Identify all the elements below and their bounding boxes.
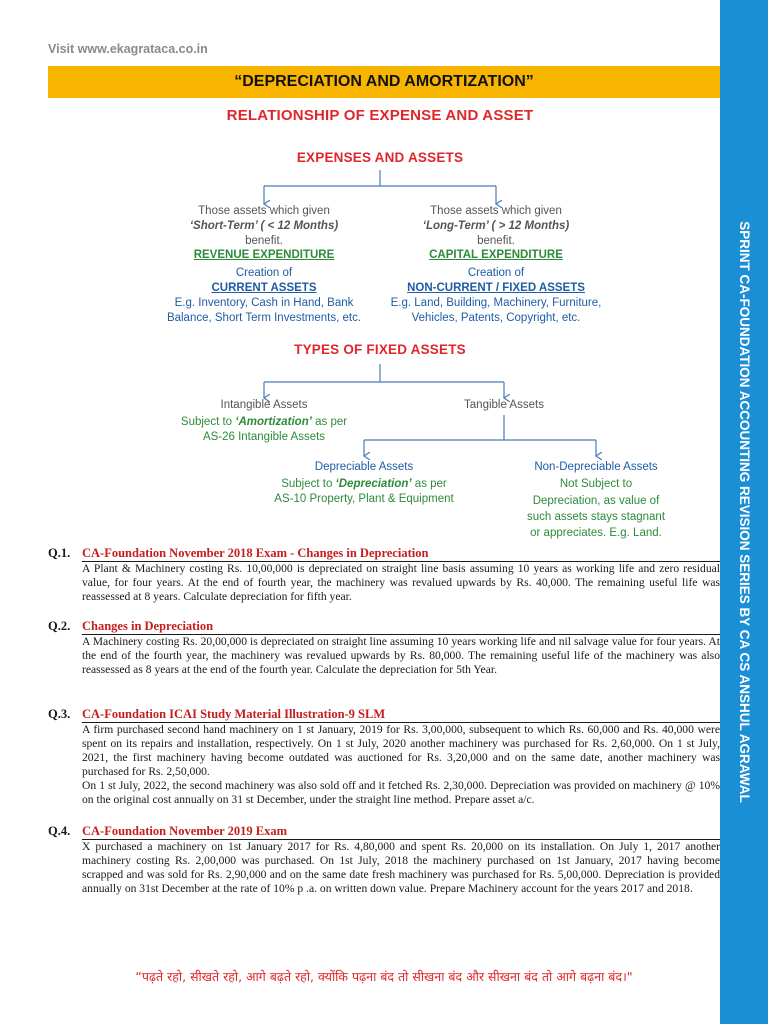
question-1 [48, 546, 720, 604]
question-3 [48, 707, 720, 807]
expenses-assets-heading: EXPENSES AND ASSETS [296, 150, 464, 165]
depreciable-label: Depreciable Assets [314, 461, 414, 473]
question-title: CA-Foundation November 2019 Exam [82, 824, 287, 838]
motivational-quote: “पढ़ते रहो, सीखते रहो, आगे बढ़ते रहो, क्योंकि पढ़ना बंद तो सीखना बंद और सीखना बंद तो आगे बढ़ना बंद।" [135, 969, 633, 984]
question-rule [82, 561, 720, 562]
non-depreciable-label: Non-Depreciable Assets [534, 461, 658, 473]
non-depreciable-line2: Depreciation, as value of [532, 495, 660, 507]
capital-expenditure-label: CAPITAL EXPENDITURE [429, 249, 563, 261]
short-term-line3: benefit. [245, 235, 283, 247]
website-link[interactable]: Visit www.ekagrataca.co.in [48, 42, 208, 56]
non-depreciable-line4: or appreciates. E.g. Land. [530, 527, 662, 539]
question-body: X purchased a machinery on 1st January 2017 for Rs. 4,80,000 and spent Rs. 20,000 on its installation. On July 1, 2017 another machinery costing Rs. 2,00,000 was purchased. On 1st July, 2018 the machinery purchased on 1st January, 2017 having become scrapped and was sold for Rs. 2,90,000 and on the same date fresh machinery was purchased for Rs. 5,00,000. Depreciation is provided annually on 31st December at the rate of 10% p .a. on written down value. Prepare Machinery account for the years 2017 and 2018. [82, 840, 720, 895]
fixed-assets-label: NON-CURRENT / FIXED ASSETS [407, 282, 585, 294]
question-rule [82, 722, 720, 723]
question-body: A Machinery costing Rs. 20,00,000 is depreciated on straight line assuming 10 years working life and nil salvage value for four years. At the end of the fourth year, the machinery was revalued upwards by Rs. 80,000. The remaining useful life of the machinery was also reassessed as 8 years at the end of the fourth year. Calculate the depreciation for 5th Year. [82, 635, 720, 676]
fixed-assets-eg2: Vehicles, Patents, Copyright, etc. [411, 312, 581, 324]
non-depreciable-line1: Not Subject to [559, 478, 633, 490]
diagram-heading: RELATIONSHIP OF EXPENSE AND ASSET [226, 107, 534, 124]
long-term-line1: Those assets which given [430, 205, 562, 217]
question-title: CA-Foundation ICAI Study Material Illustration-9 SLM [82, 707, 386, 721]
page-title: “DEPRECIATION AND AMORTIZATION” [48, 66, 720, 98]
revenue-expenditure-label: REVENUE EXPENDITURE [193, 249, 335, 261]
question-title: Changes in Depreciation [82, 619, 214, 633]
depreciable-line1: Subject to ‘Depreciation’ as per [281, 478, 447, 490]
short-term-line1: Those assets which given [198, 205, 330, 217]
intangible-label: Intangible Assets [220, 399, 308, 411]
question-number: Q.1. [48, 546, 71, 560]
left-creation-label: Creation of [235, 267, 293, 279]
short-term-line2: ‘Short-Term’ ( < 12 Months) [189, 220, 339, 232]
intangible-line1: Subject to ‘Amortization’ as per [180, 416, 348, 428]
question-number: Q.4. [48, 824, 71, 838]
types-heading: TYPES OF FIXED ASSETS [294, 342, 466, 357]
long-term-line3: benefit. [477, 235, 515, 247]
intangible-line2: AS-26 Intangible Assets [202, 431, 326, 443]
question-body: A firm purchased second hand machinery on 1 st January, 2019 for Rs. 3,00,000, subsequent to which Rs. 60,000 and Rs. 40,000 were spent on its repairs and installation, respectively. On 1 st July, 2020 another machinery was purchased for Rs. 2,60,000. On 1 st July, 2021, the first machinery having become outdated was auctioned for Rs. 3,20,000 and on the same date, another machinery was purchased for Rs. 2,50,000. On 1 st July, 2022, the second machinery was also sold off and it fetched Rs. 2,30,000. Depreciation was provided on machinery @ 10% on the original cost annually on 31 st December, under the straight line method. Prepare asset a/c. [82, 723, 720, 806]
question-rule [82, 839, 720, 840]
current-assets-eg2: Balance, Short Term Investments, etc. [166, 312, 362, 324]
long-term-line2: ‘Long-Term’ ( > 12 Months) [422, 220, 570, 232]
current-assets-eg1: E.g. Inventory, Cash in Hand, Bank [174, 297, 354, 309]
right-creation-label: Creation of [467, 267, 525, 279]
question-body: A Plant & Machinery costing Rs. 10,00,000 is depreciated on straight line basis assuming 10 years as working life and zero residual value, for four years. At the end of fourth year, the machinery was revalued upwards by Rs. 40,000. The remaining useful life was reassessed at 8 years. Calculate depreciation for fifth year. [82, 562, 720, 603]
question-4 [48, 824, 720, 896]
question-2 [48, 619, 720, 677]
current-assets-label: CURRENT ASSETS [211, 282, 317, 294]
tangible-label: Tangible Assets [464, 399, 544, 411]
expense-asset-diagram [140, 100, 666, 539]
question-rule [82, 634, 720, 635]
question-number: Q.3. [48, 707, 71, 721]
question-title: CA-Foundation November 2018 Exam - Changes in Depreciation [82, 546, 429, 560]
depreciable-line2: AS-10 Property, Plant & Equipment [274, 493, 454, 505]
series-title: SPRINT CA-FOUNDATION ACCOUNTING REVISION SERIES BY CA CS ANSHUL AGRAWAL [737, 221, 752, 803]
non-depreciable-line3: such assets stays stagnant [526, 511, 666, 523]
fixed-assets-eg1: E.g. Land, Building, Machinery, Furniture, [390, 297, 602, 309]
question-number: Q.2. [48, 619, 71, 633]
